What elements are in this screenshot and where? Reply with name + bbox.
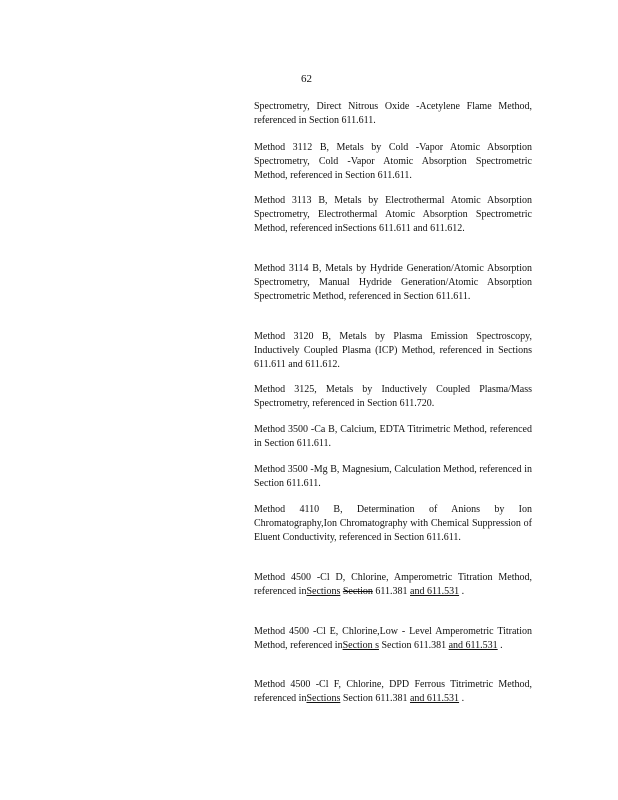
text-segment: Method 4500 -Cl E, Chlorine,Low - Level Amperometric Titration Method, referenced in xyxy=(254,626,532,651)
inserted-text: Sections xyxy=(306,586,341,597)
paragraph xyxy=(254,625,532,653)
paragraph xyxy=(254,423,532,451)
paragraph xyxy=(254,194,532,236)
page-number: 62 xyxy=(301,73,312,85)
text-segment: . xyxy=(459,693,465,704)
inserted-text: and 611.531 xyxy=(410,586,460,597)
text-segment: Spectrometry, Direct Nitrous Oxide -Acetylene Flame Method, referenced in Section 611.611. xyxy=(254,101,532,126)
paragraph xyxy=(254,503,532,545)
text-segment: Method 3113 B, Metals by Electrothermal Atomic Absorption Spectrometry, Electrothermal Atomic Absorption Spectrometric Method, referenced inSections 611.611 and 611.612. xyxy=(254,195,532,234)
inserted-text: and 611.531 xyxy=(448,640,498,651)
paragraph xyxy=(254,100,532,128)
text-segment: Method 4500 -Cl D, Chlorine, Amperometric Titration Method, referenced in xyxy=(254,572,532,597)
paragraph xyxy=(254,330,532,372)
deleted-text: Section xyxy=(342,586,373,597)
paragraph xyxy=(254,262,532,304)
text-segment: Method 3120 B, Metals by Plasma Emission Spectroscopy, Inductively Coupled Plasma (ICP) Method, referenced in Sections 611.611 and 611.612. xyxy=(254,331,532,370)
text-segment: Section 611.381 xyxy=(378,640,449,651)
text-segment: Method 3114 B, Metals by Hydride Generation/Atomic Absorption Spectrometry, Manual Hydride Generation/Atomic Absorption Spectrometric Method, referenced in Section 611.611. xyxy=(254,263,532,302)
text-segment: 611.381 xyxy=(372,586,410,597)
text-segment: Section 611.381 xyxy=(340,693,410,704)
inserted-text: and 611.531 xyxy=(409,693,460,704)
paragraph xyxy=(254,463,532,491)
text-segment: Method 3125, Metals by Inductively Coupled Plasma/Mass Spectrometry, referenced in Section 611.720. xyxy=(254,384,532,409)
paragraph xyxy=(254,141,532,183)
inserted-text: Sections xyxy=(306,693,341,704)
text-segment: . xyxy=(497,640,503,651)
text-segment: Method 3500 -Mg B, Magnesium, Calculation Method, referenced in Section 611.611. xyxy=(254,464,532,489)
inserted-text: Section s xyxy=(342,640,379,651)
text-segment: Method 3112 B, Metals by Cold -Vapor Atomic Absorption Spectrometry, Cold -Vapor Atomic Absorption Spectrometric Method, referenced in Section 611.611. xyxy=(254,142,532,181)
text-segment: Method 4110 B, Determination of Anions by Ion Chromatography,Ion Chromatography with Chemical Suppression of Eluent Conductivity, referenced in Section 611.611. xyxy=(254,504,532,543)
text-segment: Method 3500 -Ca B, Calcium, EDTA Titrimetric Method, referenced in Section 611.611. xyxy=(254,424,532,449)
paragraph xyxy=(254,383,532,411)
text-segment: Method 4500 -Cl F, Chlorine, DPD Ferrous Titrimetric Method, referenced in xyxy=(254,679,532,704)
paragraph xyxy=(254,678,532,706)
paragraph xyxy=(254,571,532,599)
text-segment: . xyxy=(459,586,465,597)
